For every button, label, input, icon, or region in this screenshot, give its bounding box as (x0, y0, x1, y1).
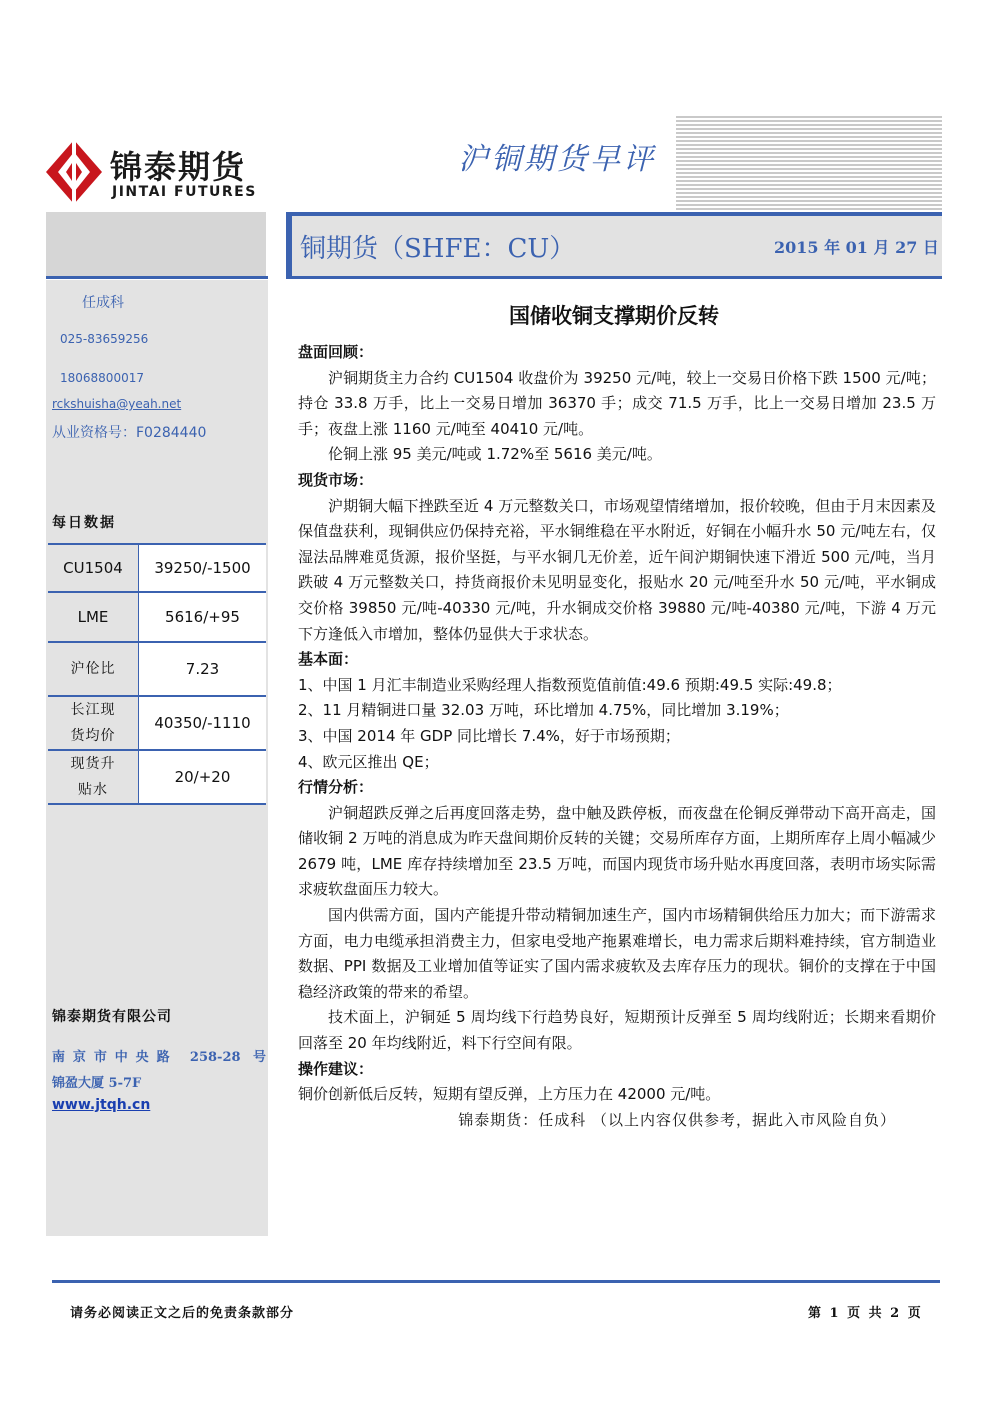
sidebar-rule (46, 276, 268, 279)
paragraph: 沪期铜大幅下挫跌至近 4 万元整数关口，市场观望情绪增加，报价较晚，但由于月末因素及保值盘获利，现铜供应仍保持充裕，平水铜维稳在平水附近，好铜在小幅升水 50 元/吨左右，仅湿法品牌难觅货源，报价坚挺，与平水铜几无价差，近午间沪期铜快速下滑近 500 元/吨，当月跌破 4 万元整数关口，持货商报价未见明显变化，报贴水 20 元/吨至升水 50 元/吨，平水铜成交价格 39850 元/吨-40330 元/吨，升水铜成交价格 39880 元/吨-40380 元/吨，下游 4 万元下方逢低入市增加，整体仍显供大于求状态。 (298, 496, 936, 643)
table-row (48, 750, 266, 804)
paragraph: 伦铜上涨 95 美元/吨或 1.72%至 5616 美元/吨。 (328, 445, 662, 464)
article-title: 国储收铜支撑期价反转 (509, 303, 719, 328)
data-key: LME (48, 592, 139, 642)
section-heading: 现货市场： (298, 470, 374, 489)
data-value: 5616/+95 (139, 592, 267, 642)
paragraph: 技术面上，沪铜延 5 周均线下行趋势良好，短期预计反弹至 5 周均线附近；长期来看期价回落至 20 年均线附近，料下行空间有限。 (298, 1008, 936, 1053)
company-address-line2: 锦盈大厦 5-7F (52, 1076, 142, 1091)
email-link[interactable]: rckshuisha@yeah.net (52, 397, 182, 411)
article-body (298, 340, 936, 1133)
logo-chinese-name: 锦泰期货 (110, 148, 247, 186)
data-key (48, 750, 139, 804)
signature: 锦泰期货：任成科 （以上内容仅供参考，据此入市风险自负） (458, 1110, 896, 1129)
list-item: 1、中国 1 月汇丰制造业采购经理人指数预览值前值:49.6 预期:49.5 实际:49.8； (298, 675, 842, 694)
mobile-number: 18068800017 (60, 371, 144, 385)
section-heading: 操作建议： (298, 1059, 374, 1078)
phone-number: 025-83659256 (60, 332, 149, 346)
product-title: 铜期货（SHFE：CU） (300, 234, 576, 264)
data-key (48, 696, 139, 750)
section-heading: 盘面回顾： (298, 343, 374, 361)
footer-rule (52, 1280, 940, 1283)
paragraph: 沪铜期货主力合约 CU1504 收盘价为 39250 元/吨，较上一交易日价格下跌 1500 元/吨；持仓 33.8 万手，比上一交易日增加 36370 手；成交 71.5 万手，比上一交易日增加 23.5 万手；夜盘上涨 1160 元/吨至 40410 元/吨。 (298, 368, 936, 438)
table-row (48, 592, 266, 642)
paragraph: 铜价创新低后反转，短期有望反弹，上方压力在 42000 元/吨。 (298, 1085, 721, 1104)
footer-disclaimer: 请务必阅读正文之后的免责条款部分 (70, 1306, 295, 1321)
daily-data-table (48, 543, 266, 805)
company-address-line1: 南京市中央路 258-28 号 (52, 1050, 266, 1065)
data-key-line: 现货升 (70, 756, 116, 772)
list-item: 4、欧元区推出 QE； (298, 752, 439, 771)
data-value: 40350/-1110 (139, 696, 267, 750)
data-value: 7.23 (139, 642, 267, 696)
data-key: CU1504 (48, 544, 139, 592)
website-link[interactable]: www.jtqh.cn (52, 1097, 151, 1113)
section-heading: 行情分析： (298, 778, 374, 797)
list-item: 2、11 月精铜进口量 32.03 万吨，环比增加 4.75%，同比增加 3.19%； (298, 701, 789, 720)
band-left-rule (286, 212, 292, 278)
data-key-line: 长江现 (70, 702, 116, 718)
jintai-logo-icon (46, 140, 102, 204)
list-item: 3、中国 2014 年 GDP 同比增长 7.4%，好于市场预期； (298, 726, 680, 745)
report-date: 2015 年 01 月 27 日 (774, 238, 939, 257)
certification-number: 从业资格号：F0284440 (52, 425, 207, 441)
section-heading: 基本面： (298, 650, 359, 669)
data-value: 20/+20 (139, 750, 267, 804)
paragraph: 国内供需方面，国内产能提升带动精铜加速生产，国内市场精铜供给压力加大；而下游需求方面，电力电缆承担消费主力，但家电受地产拖累难增长，电力需求后期料难持续，官方制造业数据、PPI 数据及工业增加值等证实了国内需求疲软及去库存压力的现状。铜价的支撑在于中国稳经济政策的带来的希望。 (298, 906, 936, 1001)
data-key-line: 货均价 (70, 728, 116, 744)
table-row (48, 544, 266, 592)
sidebar-header-block (46, 212, 266, 278)
company-logo (46, 140, 276, 206)
analyst-name: 任成科 (82, 295, 124, 311)
band-top-rule (286, 212, 942, 216)
logo-english-name: JINTAI FUTURES (112, 184, 257, 200)
header-stripe-pattern (676, 116, 942, 212)
table-row (48, 696, 266, 750)
data-key-line: 贴水 (78, 782, 108, 798)
data-key: 沪伦比 (48, 642, 139, 696)
data-value: 39250/-1500 (139, 544, 267, 592)
company-name: 锦泰期货有限公司 (52, 1009, 172, 1025)
paragraph: 沪铜超跌反弹之后再度回落走势，盘中触及跌停板，而夜盘在伦铜反弹带动下高开高走，国储收铜 2 万吨的消息成为昨天盘间期价反转的关键；交易所库存方面，上期所库存上周小幅减少 2679 吨，LME 库存持续增加至 23.5 万吨，而国内现货市场升贴水再度回落，表明市场实际需求疲软盘面压力较大。 (298, 803, 936, 899)
band-bottom-rule (286, 276, 942, 279)
report-title: 沪铜期货早评 (458, 142, 656, 177)
page-number: 第 1 页 共 2 页 (808, 1306, 923, 1321)
table-row (48, 642, 266, 696)
daily-data-title: 每日数据 (52, 515, 116, 531)
